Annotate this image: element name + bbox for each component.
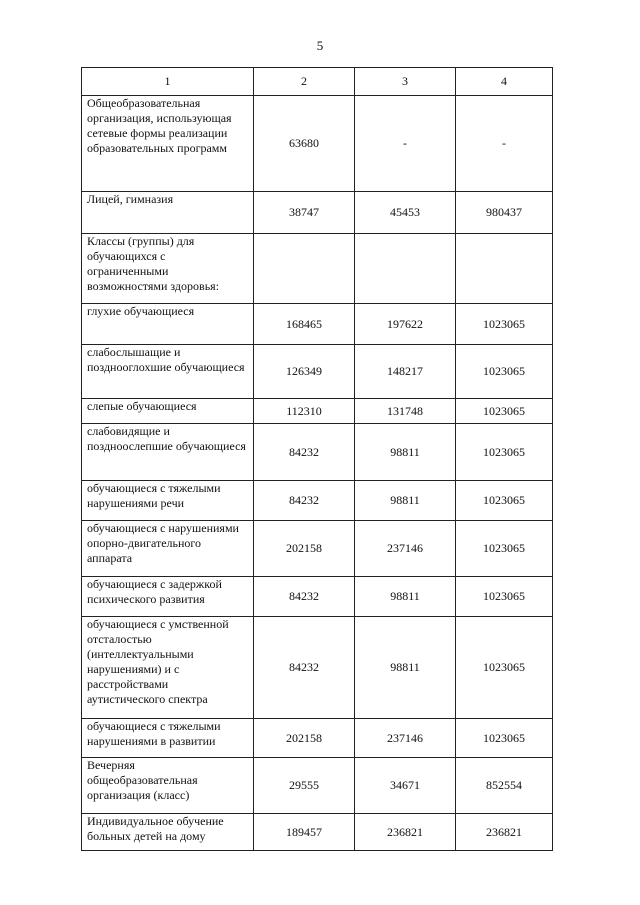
table-row xyxy=(82,481,553,521)
row-name: Классы (группы) для обучающихся с ограниченными возможностями здоровья: xyxy=(82,234,254,304)
cell-col-4: 1023065 xyxy=(456,521,553,577)
column-header-4: 4 xyxy=(456,68,553,96)
cell-col-4: 980437 xyxy=(456,192,553,234)
cell-col-2: 84232 xyxy=(254,481,355,521)
row-name: слабослышащие и позднооглохшие обучающиеся xyxy=(82,345,254,399)
table-row xyxy=(82,719,553,758)
table-row xyxy=(82,96,553,192)
table-row xyxy=(82,814,553,851)
cell-col-2: 168465 xyxy=(254,304,355,345)
column-header-1: 1 xyxy=(82,68,254,96)
cell-col-3: - xyxy=(355,96,456,192)
cell-col-3: 98811 xyxy=(355,577,456,617)
row-name: Индивидуальное обучение больных детей на дому xyxy=(82,814,254,851)
header-row xyxy=(82,68,553,96)
cell-col-2: 38747 xyxy=(254,192,355,234)
table-row xyxy=(82,758,553,814)
cell-col-4: 852554 xyxy=(456,758,553,814)
cell-col-2: 84232 xyxy=(254,577,355,617)
table-row xyxy=(82,234,553,304)
table-row xyxy=(82,577,553,617)
cell-col-4: 1023065 xyxy=(456,424,553,481)
table-row xyxy=(82,617,553,719)
cell-col-3: 237146 xyxy=(355,521,456,577)
row-name: Лицей, гимназия xyxy=(82,192,254,234)
cell-col-2: 202158 xyxy=(254,719,355,758)
cell-col-3: 34671 xyxy=(355,758,456,814)
cell-col-4: 1023065 xyxy=(456,719,553,758)
row-name: обучающиеся с умственной отсталостью (интеллектуальными нарушениями) и с расстройствами аутистического спектра xyxy=(82,617,254,719)
row-name: обучающиеся с тяжелыми нарушениями в развитии xyxy=(82,719,254,758)
cell-col-4: 1023065 xyxy=(456,345,553,399)
cell-col-2: 84232 xyxy=(254,617,355,719)
cell-col-3: 236821 xyxy=(355,814,456,851)
row-name: обучающиеся с тяжелыми нарушениями речи xyxy=(82,481,254,521)
row-name: обучающиеся с нарушениями опорно-двигательного аппарата xyxy=(82,521,254,577)
table-row xyxy=(82,192,553,234)
cell-col-2: 202158 xyxy=(254,521,355,577)
cell-col-2: 63680 xyxy=(254,96,355,192)
cell-col-2: 126349 xyxy=(254,345,355,399)
row-name: обучающиеся с задержкой психического развития xyxy=(82,577,254,617)
cell-col-4: - xyxy=(456,96,553,192)
cell-col-3: 45453 xyxy=(355,192,456,234)
row-name: слабовидящие и поздноослепшие обучающиеся xyxy=(82,424,254,481)
column-header-2: 2 xyxy=(254,68,355,96)
cell-col-3: 98811 xyxy=(355,617,456,719)
cell-col-4: 1023065 xyxy=(456,577,553,617)
tariff-table xyxy=(81,67,553,851)
table-row xyxy=(82,345,553,399)
cell-col-4 xyxy=(456,234,553,304)
cell-col-3: 131748 xyxy=(355,399,456,424)
cell-col-2: 112310 xyxy=(254,399,355,424)
cell-col-4: 1023065 xyxy=(456,304,553,345)
cell-col-4: 1023065 xyxy=(456,617,553,719)
row-name: Общеобразовательная организация, использующая сетевые формы реализации образовательных программ xyxy=(82,96,254,192)
table-row xyxy=(82,399,553,424)
cell-col-4: 236821 xyxy=(456,814,553,851)
row-name: Вечерняя общеобразовательная организация (класс) xyxy=(82,758,254,814)
cell-col-3: 148217 xyxy=(355,345,456,399)
column-header-3: 3 xyxy=(355,68,456,96)
cell-col-3: 237146 xyxy=(355,719,456,758)
table-row xyxy=(82,521,553,577)
cell-col-3: 197622 xyxy=(355,304,456,345)
cell-col-2: 29555 xyxy=(254,758,355,814)
cell-col-2: 189457 xyxy=(254,814,355,851)
cell-col-2: 84232 xyxy=(254,424,355,481)
cell-col-4: 1023065 xyxy=(456,481,553,521)
cell-col-3: 98811 xyxy=(355,424,456,481)
row-name: слепые обучающиеся xyxy=(82,399,254,424)
cell-col-4: 1023065 xyxy=(456,399,553,424)
table-row xyxy=(82,424,553,481)
row-name: глухие обучающиеся xyxy=(82,304,254,345)
table-row xyxy=(82,304,553,345)
page-number: 5 xyxy=(316,38,324,53)
cell-col-3: 98811 xyxy=(355,481,456,521)
cell-col-3 xyxy=(355,234,456,304)
cell-col-2 xyxy=(254,234,355,304)
